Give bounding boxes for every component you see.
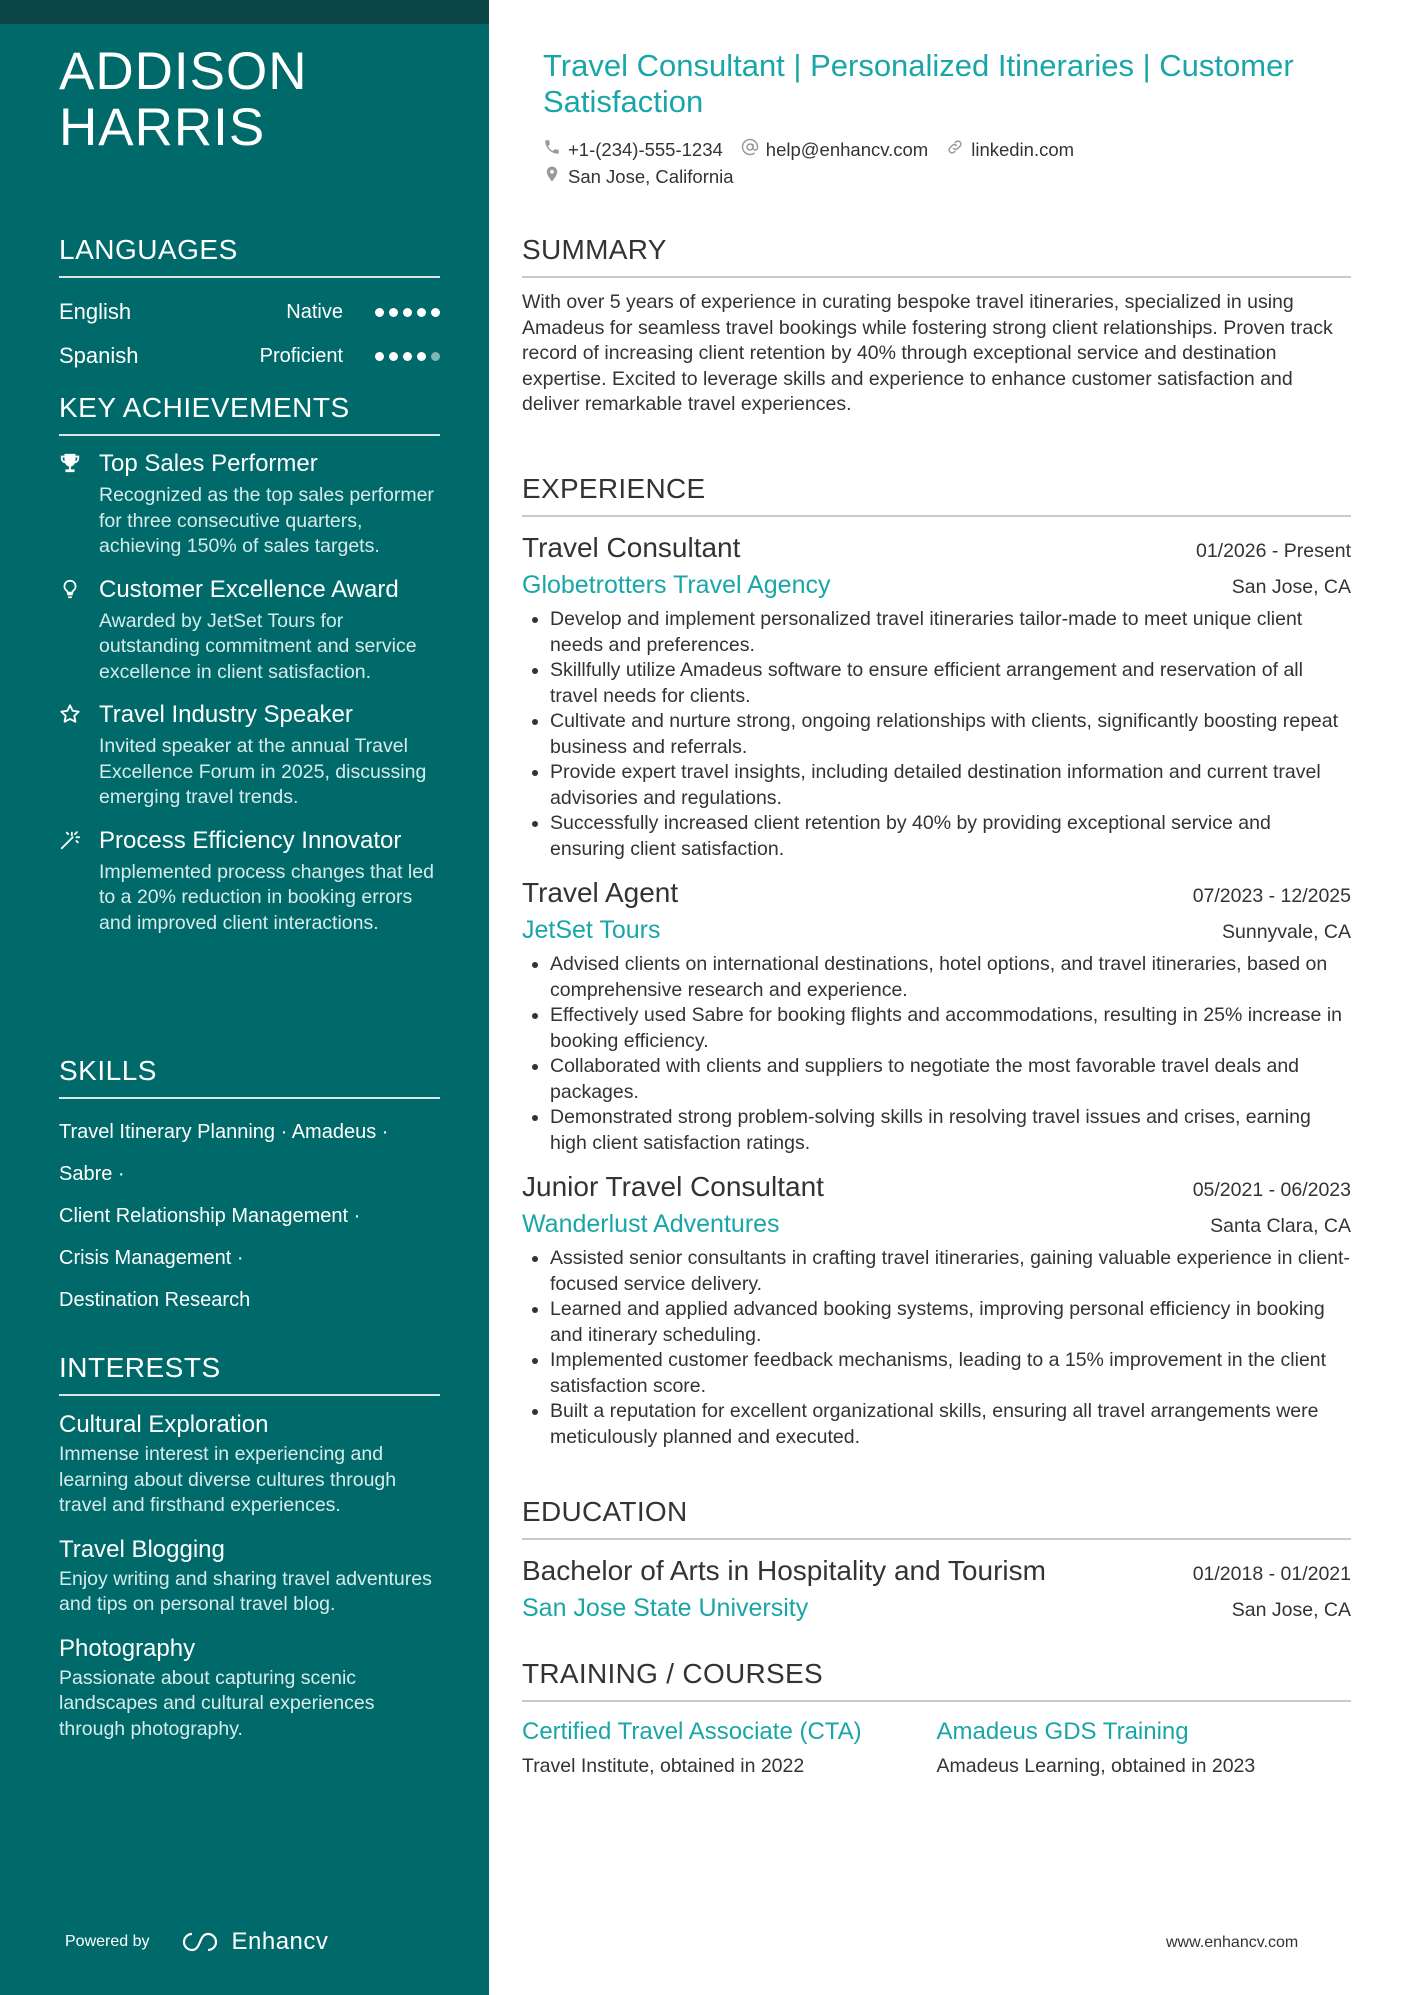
languages-section [59, 234, 440, 378]
achievement-desc: Awarded by JetSet Tours for outstanding commitment and service excellence in client satisfaction. [99, 609, 417, 683]
sidebar [0, 0, 489, 1995]
education-heading: EDUCATION [522, 1496, 1351, 1540]
school: San Jose State University [522, 1594, 809, 1622]
phone-text: +1-(234)-555-1234 [568, 138, 723, 160]
summary-heading: SUMMARY [522, 234, 1351, 278]
headline: Travel Consultant | Personalized Itineraries | Customer Satisfaction [543, 48, 1294, 119]
job-bullet: • Skillfully utilize Amadeus software to ensure efficient arrangement and reservation of all travel needs for clients. [550, 658, 1351, 709]
interest-desc: Passionate about capturing scenic landscapes and cultural experiences through photography. [59, 1666, 375, 1740]
job-bullet: • Cultivate and nurture strong, ongoing relationships with clients, significantly boosting repeat business and referrals. [550, 709, 1351, 760]
interest-desc: Enjoy writing and sharing travel adventures and tips on personal travel blog. [59, 1567, 432, 1615]
email[interactable] [741, 138, 928, 161]
job-bullets [522, 952, 1351, 1156]
achievements-section [59, 392, 440, 950]
brand-name: Enhancv [231, 1928, 329, 1955]
summary-section [522, 234, 1351, 418]
language-row [59, 290, 440, 334]
interest-title: Travel Blogging [59, 1535, 225, 1563]
job-bullet: • Provide expert travel insights, including detailed destination information and current travel advisories and regulations. [550, 760, 1351, 811]
achievement-title: Top Sales Performer [99, 450, 318, 477]
achievement-item [59, 574, 440, 686]
powered-by-label: Powered by [65, 1933, 150, 1950]
job-bullet: • Built a reputation for excellent organizational skills, ensuring all travel arrangements were meticulously planned and executed. [550, 1399, 1351, 1450]
achievement-title: Travel Industry Speaker [99, 701, 353, 728]
rating-dot-filled [389, 352, 398, 361]
training-heading: TRAINING / COURSES [522, 1658, 1351, 1702]
location [543, 165, 734, 188]
job-bullet: • Develop and implement personalized travel itineraries tailor-made to meet unique client needs and preferences. [550, 607, 1351, 658]
achievement-item [59, 699, 440, 811]
job-location: San Jose, CA [1231, 576, 1351, 598]
phone-icon [543, 138, 568, 161]
course-provider: Amadeus Learning, obtained in 2023 [936, 1755, 1256, 1777]
lightbulb-icon [59, 587, 81, 604]
magic-wand-icon [59, 838, 81, 855]
location-pin-icon [543, 165, 568, 188]
course-item [522, 1714, 937, 1782]
language-rating [375, 352, 440, 361]
course-item [937, 1714, 1352, 1782]
interests-heading: INTERESTS [59, 1352, 440, 1396]
rating-dot-filled [431, 308, 440, 317]
powered-by [65, 1928, 328, 1956]
rating-dot-filled [417, 308, 426, 317]
rating-dot-empty [431, 352, 440, 361]
languages-heading: LANGUAGES [59, 234, 440, 278]
job-bullet: • Effectively used Sabre for booking flights and accommodations, resulting in 25% increase in booking efficiency. [550, 1003, 1351, 1054]
job-entry [522, 529, 1351, 862]
skill-line: Crisis Management · [59, 1247, 244, 1269]
job-title: Junior Travel Consultant [522, 1171, 824, 1202]
experience-section [522, 473, 1351, 1450]
achievement-desc: Recognized as the top sales performer for three consecutive quarters, achieving 150% of sales targets. [99, 484, 434, 557]
achievement-title: Process Efficiency Innovator [99, 826, 402, 854]
job-bullet: • Demonstrated strong problem-solving skills in resolving travel issues and crises, earning high client satisfaction ratings. [550, 1105, 1351, 1156]
job-bullet: • Advised clients on international destinations, hotel options, and travel itineraries, based on comprehensive research and experience. [550, 952, 1351, 1003]
job-title: Travel Consultant [522, 532, 741, 563]
job-bullet: • Collaborated with clients and suppliers to negotiate the most favorable travel deals and packages. [550, 1054, 1351, 1105]
achievement-item [59, 825, 440, 937]
first-name: ADDISON [59, 42, 308, 101]
interest-desc: Immense interest in experiencing and learning about diverse cultures through travel and firsthand experiences. [59, 1443, 397, 1516]
job-title: Travel Agent [522, 877, 679, 908]
skills-heading: SKILLS [59, 1055, 440, 1099]
website-link[interactable]: www.enhancv.com [1166, 1934, 1299, 1951]
sidebar-top-bar [0, 0, 489, 24]
email-text: help@enhancv.com [765, 138, 929, 160]
skill-line: Sabre · [59, 1163, 125, 1185]
degree: Bachelor of Arts in Hospitality and Tourism [522, 1555, 1046, 1586]
course-title: Certified Travel Associate (CTA) [522, 1718, 862, 1745]
language-rating [375, 308, 440, 317]
link-icon [946, 138, 971, 161]
experience-heading: EXPERIENCE [522, 473, 1351, 517]
achievement-desc: Implemented process changes that led to a 20% reduction in booking errors and improved client interactions. [99, 860, 434, 934]
interests-section [59, 1352, 440, 1756]
rating-dot-filled [375, 308, 384, 317]
skills-section [59, 1055, 440, 1321]
phone [543, 138, 723, 161]
interest-title: Photography [59, 1634, 196, 1662]
candidate-name [59, 44, 307, 156]
course-provider: Travel Institute, obtained in 2022 [522, 1755, 805, 1777]
enhancv-logo [178, 1928, 329, 1956]
education-dates: 01/2018 - 01/2021 [1192, 1563, 1351, 1585]
trophy-icon [59, 461, 81, 478]
interest-title: Cultural Exploration [59, 1411, 269, 1438]
job-bullet: • Implemented customer feedback mechanisms, leading to a 15% improvement in the client satisfaction score. [550, 1348, 1351, 1399]
skill-line: Client Relationship Management · [59, 1205, 361, 1227]
job-company: Wanderlust Adventures [522, 1210, 780, 1238]
job-location: Santa Clara, CA [1210, 1215, 1351, 1237]
at-icon [741, 138, 766, 161]
job-dates: 05/2021 - 06/2023 [1192, 1179, 1351, 1201]
summary-text: With over 5 years of experience in curating bespoke travel itineraries, specialized in using Amadeus for seamless travel bookings while fostering strong client relationships. Proven track record of increasing client retention by 40% through exceptional service and destination expertise. Excited to leverage skills and experience to enhance customer satisfaction and deliver remarkable travel experiences. [522, 291, 1333, 415]
rating-dot-filled [375, 352, 384, 361]
education-entry [522, 1552, 1351, 1626]
language-name: English [59, 299, 132, 324]
achievement-item [59, 448, 440, 560]
job-bullet: • Learned and applied advanced booking systems, improving personal efficiency in booking and itinerary scheduling. [550, 1297, 1351, 1348]
job-dates: 01/2026 - Present [1195, 540, 1351, 562]
achievement-title: Customer Excellence Award [99, 575, 399, 603]
job-entry [522, 874, 1351, 1156]
rating-dot-filled [403, 308, 412, 317]
job-dates: 07/2023 - 12/2025 [1192, 885, 1351, 907]
job-entry [522, 1168, 1351, 1450]
contact-info [543, 136, 1343, 190]
education-location: San Jose, CA [1231, 1599, 1351, 1621]
linkedin[interactable] [946, 138, 1074, 161]
rating-dot-filled [417, 352, 426, 361]
last-name: HARRIS [59, 98, 266, 157]
job-bullet: • Successfully increased client retention by 40% by providing exceptional service and ensuring client satisfaction. [550, 811, 1351, 862]
skill-line: Destination Research [59, 1289, 251, 1311]
job-location: Sunnyvale, CA [1222, 921, 1351, 943]
training-section [522, 1658, 1351, 1782]
job-company: Globetrotters Travel Agency [522, 571, 831, 599]
job-bullets [522, 1246, 1351, 1450]
rating-dot-filled [389, 308, 398, 317]
achievement-desc: Invited speaker at the annual Travel Excellence Forum in 2025, discussing emerging travel trends. [99, 735, 427, 808]
language-level: Native [286, 300, 343, 323]
job-bullets [522, 607, 1351, 862]
course-title: Amadeus GDS Training [936, 1718, 1189, 1745]
skill-line: Travel Itinerary Planning · Amadeus · [59, 1121, 389, 1143]
job-company: JetSet Tours [522, 916, 661, 944]
language-level: Proficient [259, 344, 343, 367]
language-row [59, 334, 440, 378]
education-section [522, 1496, 1351, 1626]
star-icon [59, 712, 81, 729]
linkedin-text: linkedin.com [971, 138, 1075, 160]
job-bullet: • Assisted senior consultants in crafting travel itineraries, gaining valuable experience in client-focused service delivery. [550, 1246, 1351, 1297]
achievements-heading: KEY ACHIEVEMENTS [59, 392, 440, 436]
rating-dot-filled [403, 352, 412, 361]
location-text: San Jose, California [568, 165, 734, 187]
language-name: Spanish [59, 343, 139, 368]
